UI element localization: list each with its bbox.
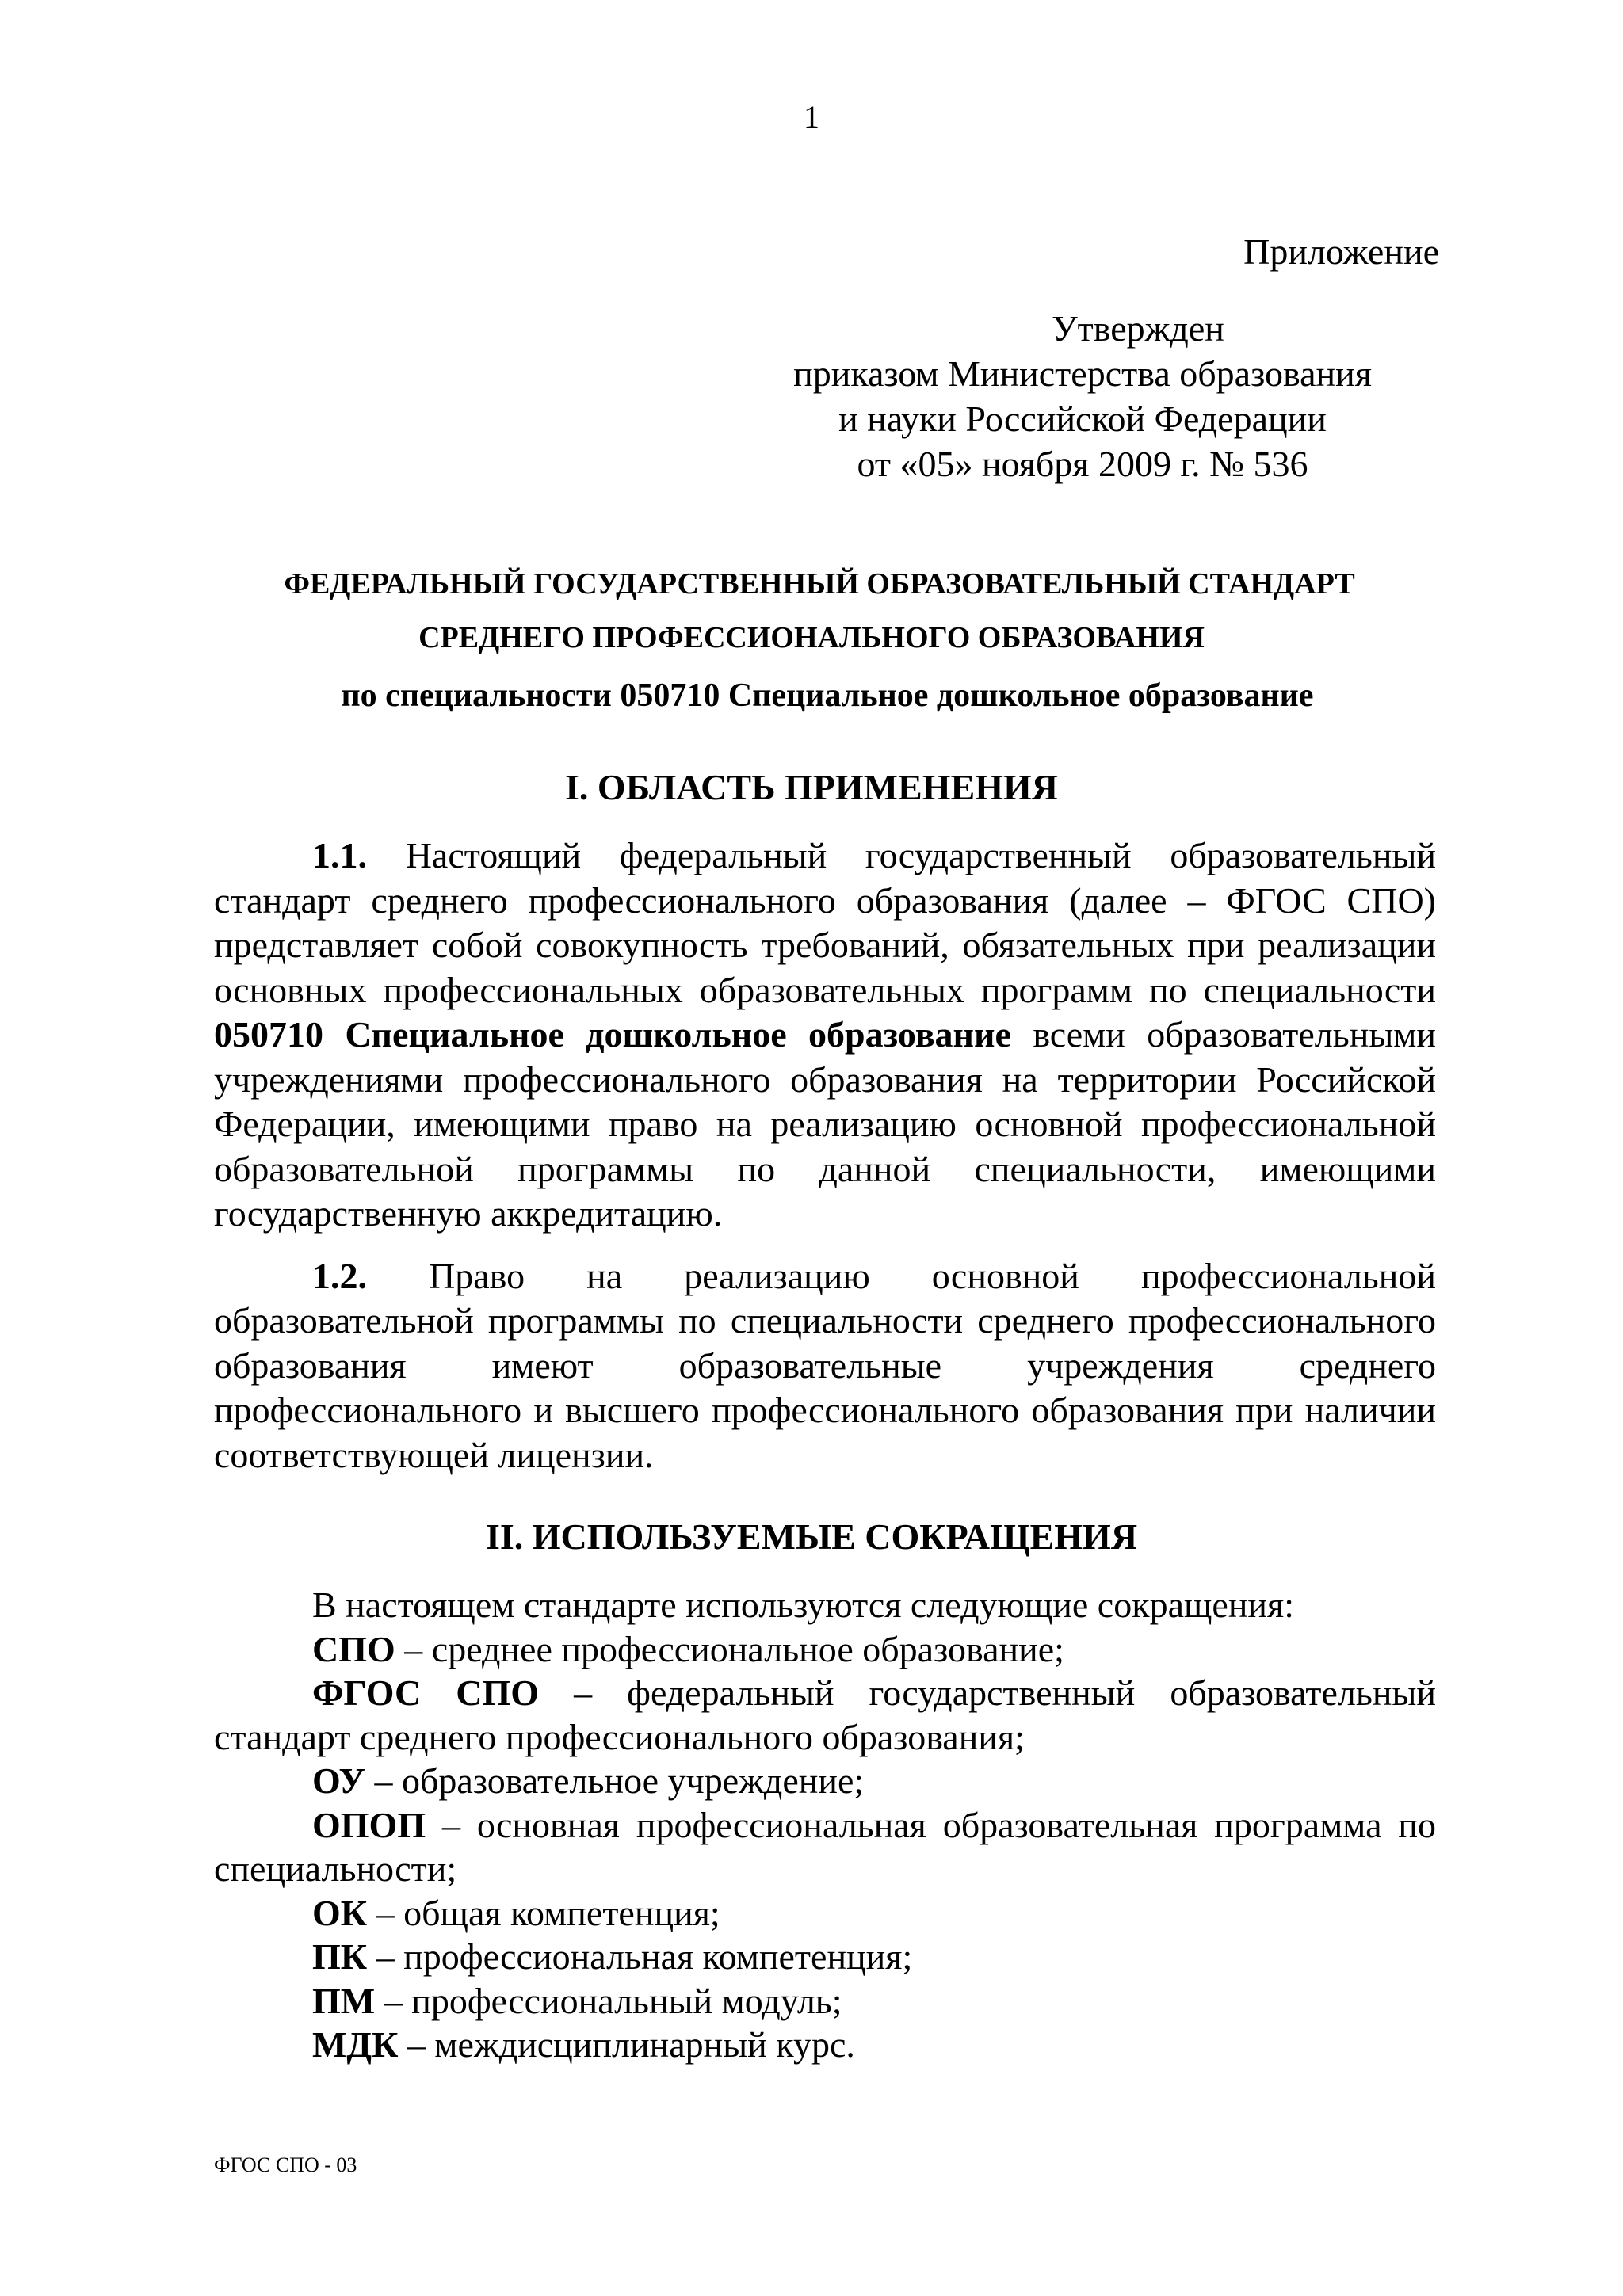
paragraph-text: Настоящий федеральный государственный образовательный стандарт среднего профессионального образования (далее – ФГОС СПО) представляет собой совокупность требований, обязательных при реализации основных профессиональных образовательных программ по специальности <box>214 835 1436 1010</box>
abbreviation-list <box>214 1583 1436 2067</box>
list-item <box>214 1671 1436 1759</box>
list-item <box>214 1627 1436 1672</box>
abbreviation-term: ПК <box>312 1936 368 1977</box>
appendix-label: Приложение <box>1243 231 1439 272</box>
title-line-standard: ФЕДЕРАЛЬНЫЙ ГОСУДАРСТВЕННЫЙ ОБРАЗОВАТЕЛЬНЫЙ СТАНДАРТ <box>284 567 1355 601</box>
page-footer: ФГОС СПО - 03 <box>214 2153 357 2176</box>
paragraph-1-1 <box>214 833 1436 1237</box>
abbreviation-definition: – междисциплинарный курс. <box>398 2024 855 2065</box>
abbreviation-term: ПМ <box>312 1980 376 2021</box>
abbreviation-definition: – среднее профессиональное образование; <box>395 1628 1064 1669</box>
approval-line-approved: Утвержден <box>1052 308 1224 349</box>
document-title <box>0 563 1623 719</box>
section-scope-body <box>214 833 1436 1478</box>
abbreviation-definition: – общая компетенция; <box>367 1892 720 1933</box>
abbreviation-definition: – профессиональная компетенция; <box>367 1936 913 1977</box>
paragraph-text: всеми образовательными учреждениями профессионального образования на территории Российской Федерации, имеющими право на реализацию основной профессиональной образовательной программы по данной специальности, имеющими государственную аккредитацию. <box>214 1014 1436 1234</box>
section-heading-scope: I. ОБЛАСТЬ ПРИМЕНЕНИЯ <box>565 767 1058 807</box>
abbreviation-term: ОУ <box>312 1760 365 1801</box>
approval-line-order: приказом Министерства образования <box>793 353 1372 394</box>
page-number: 1 <box>804 99 819 135</box>
abbreviation-term: СПО <box>312 1628 395 1669</box>
paragraph-text: Право на реализацию основной профессиональной образовательной программы по специальности среднего профессионального образования имеют образовательные учреждения среднего профессионального и высшего профессионального образования при наличии соответствующей лицензии. <box>214 1255 1436 1475</box>
abbreviation-term: МДК <box>312 2024 399 2065</box>
abbreviation-intro: В настоящем стандарте используются следующие сокращения: <box>312 1585 1294 1625</box>
section-heading-abbreviations: II. ИСПОЛЬЗУЕМЫЕ СОКРАЩЕНИЯ <box>485 1516 1138 1557</box>
paragraph-number: 1.1. <box>312 835 367 875</box>
abbreviation-definition: – профессиональный модуль; <box>375 1980 842 2021</box>
title-line-education: СРЕДНЕГО ПРОФЕССИОНАЛЬНОГО ОБРАЗОВАНИЯ <box>418 621 1205 654</box>
list-item <box>214 1935 1436 1979</box>
title-line-specialty: по специальности 050710 Специальное дошкольное образование <box>341 677 1314 714</box>
list-item <box>214 1803 1436 1891</box>
abbreviation-term: ОПОП <box>312 1804 426 1845</box>
abbreviation-definition: – основная профессиональная образовательная программа по специальности; <box>214 1804 1436 1889</box>
list-item <box>214 2023 1436 2067</box>
paragraph-number: 1.2. <box>312 1255 367 1296</box>
paragraph-1-2 <box>214 1254 1436 1478</box>
abbreviation-term: ОК <box>312 1892 368 1933</box>
abbreviation-term: ФГОС СПО <box>312 1672 540 1713</box>
list-item <box>214 1759 1436 1803</box>
abbreviation-definition: – образовательное учреждение; <box>365 1760 865 1801</box>
approval-line-ministry: и науки Российской Федерации <box>838 399 1327 439</box>
approval-block <box>726 306 1439 486</box>
list-item <box>214 1979 1436 2023</box>
approval-line-date: от «05» ноября 2009 г. № 536 <box>857 444 1308 484</box>
abbreviation-definition: – федеральный государственный образовательный стандарт среднего профессионального образования; <box>214 1672 1436 1757</box>
specialty-name: 050710 Специальное дошкольное образование <box>214 1014 1011 1055</box>
list-item <box>214 1891 1436 1936</box>
